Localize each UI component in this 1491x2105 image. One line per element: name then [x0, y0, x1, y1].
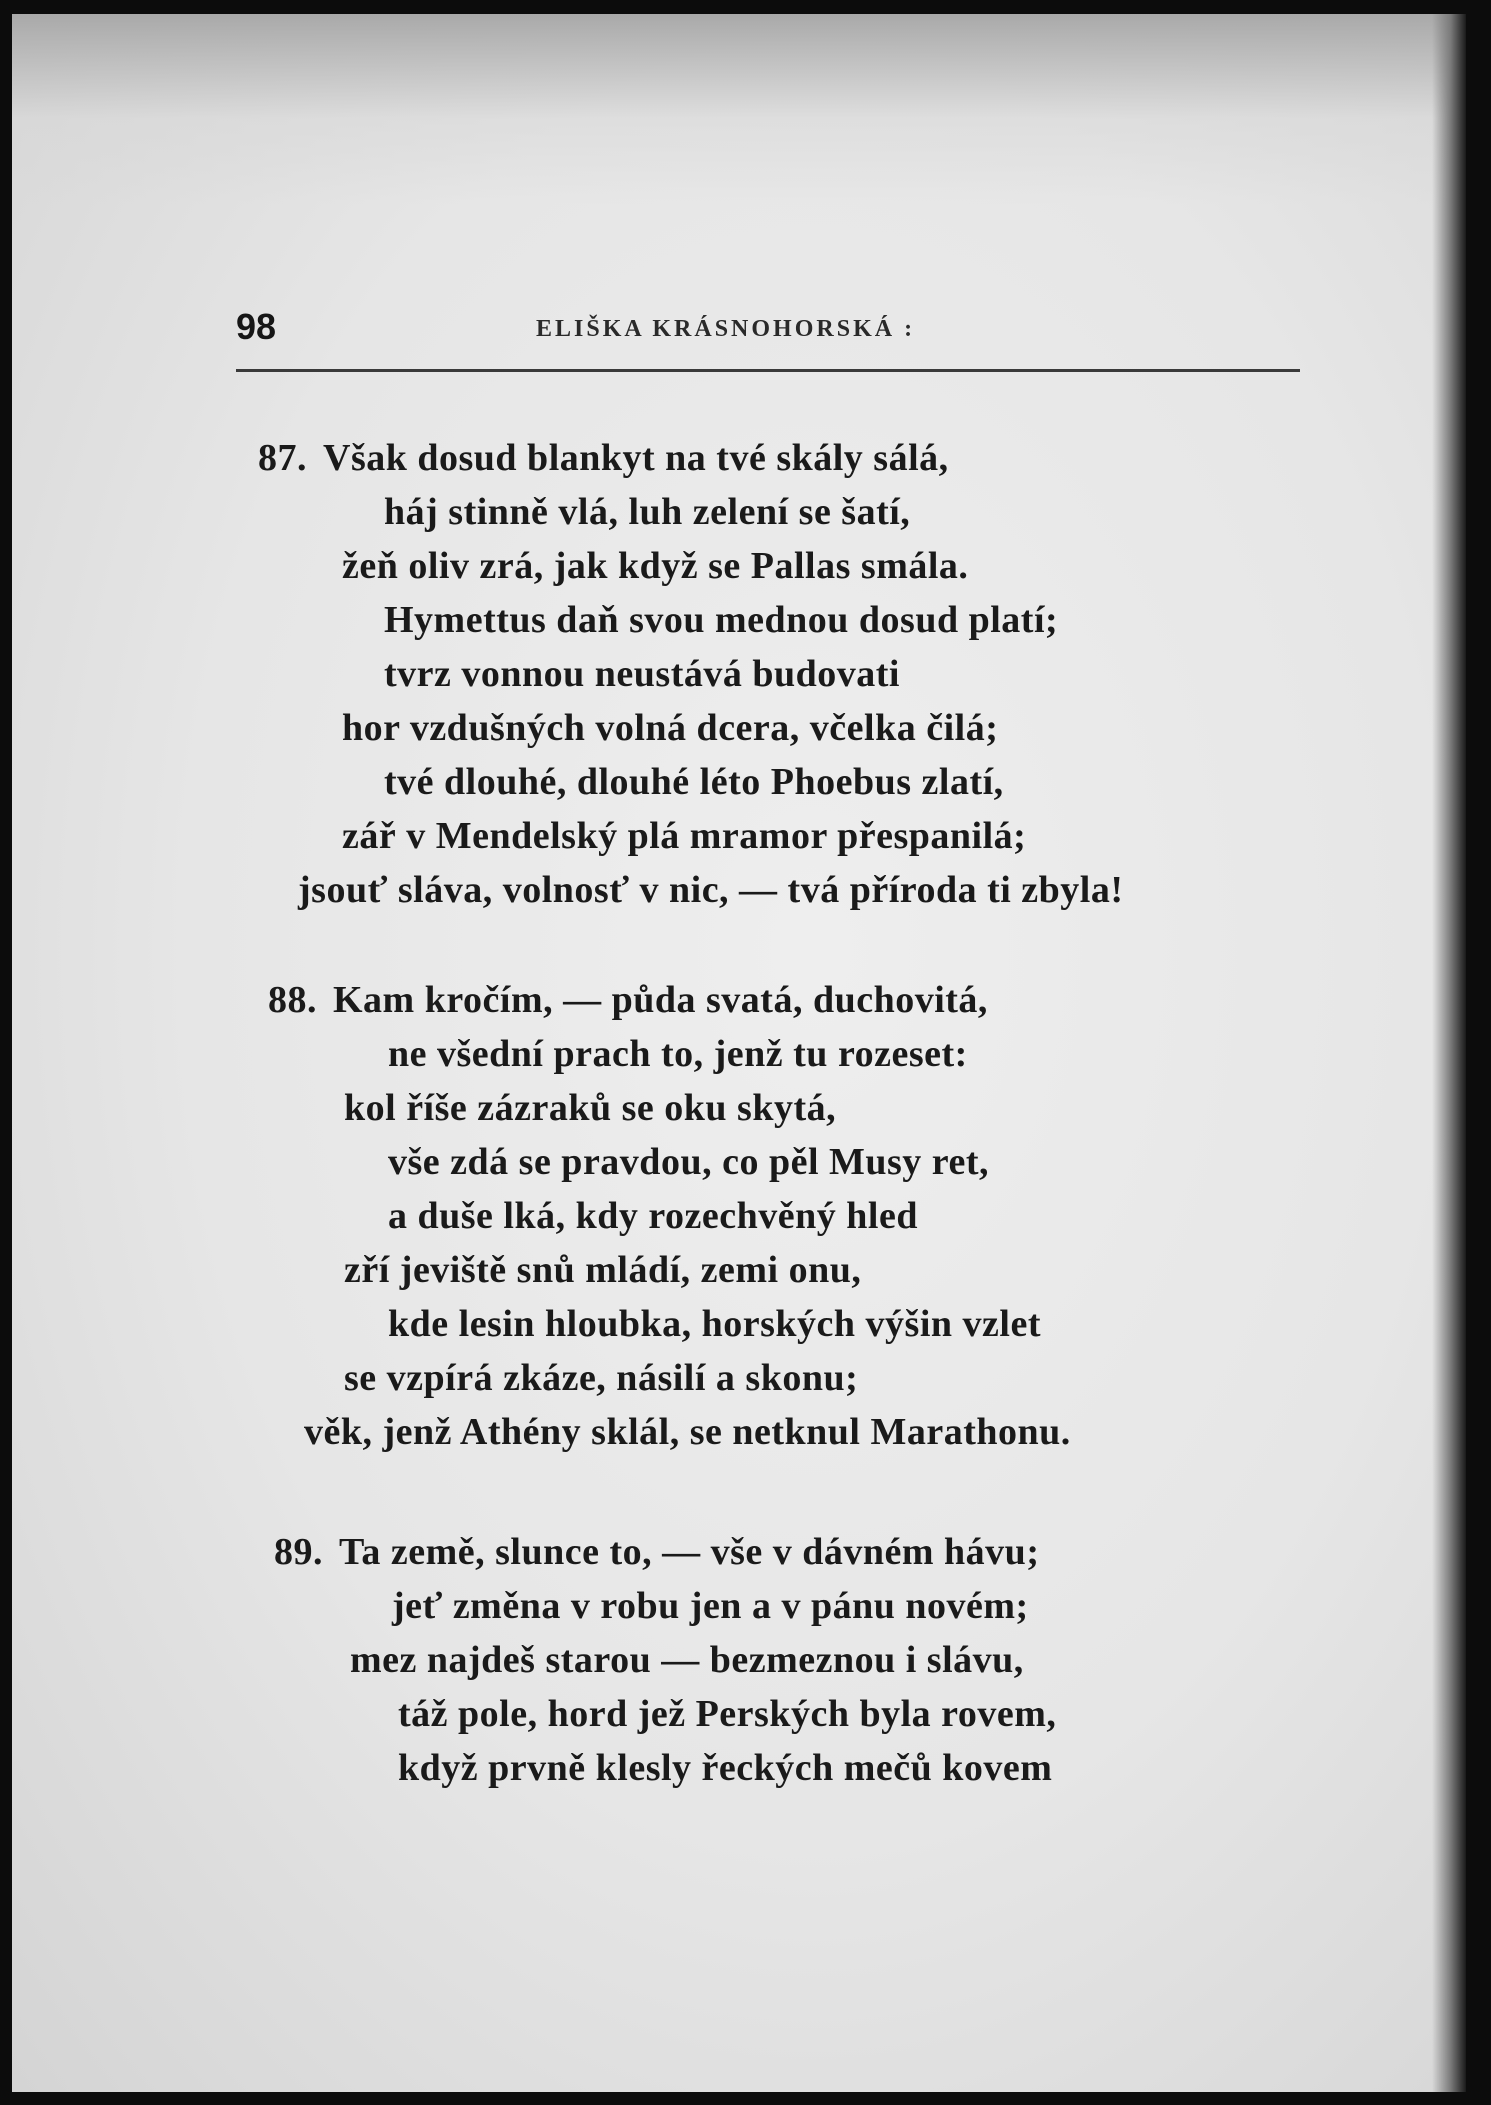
- verse-line: zří jeviště snů mládí, zemi onu,: [344, 1249, 862, 1291]
- verse-line: se vzpírá zkáze, násilí a skonu;: [344, 1357, 859, 1399]
- verse-line: 88. Kam kročím, — půda svatá, duchovitá,: [268, 979, 988, 1021]
- stanza-number: 89.: [274, 1531, 323, 1573]
- verse-line: vše zdá se pravdou, co pěl Musy ret,: [388, 1141, 989, 1183]
- verse-line: mez najdeš starou — bezmeznou i slávu,: [350, 1639, 1024, 1681]
- verse-line: jeť změna v robu jen a v pánu novém;: [392, 1585, 1029, 1627]
- header-rule: [236, 369, 1300, 372]
- verse-line: kde lesin hloubka, horských výšin vzlet: [388, 1303, 1041, 1345]
- verse-line: kol říše zázraků se oku skytá,: [344, 1087, 837, 1129]
- verse-line: ne všední prach to, jenž tu rozeset:: [388, 1033, 968, 1075]
- verse-line: jsouť sláva, volnosť v nic, — tvá příroda ti zbyla!: [298, 869, 1124, 911]
- verse-line: tvé dlouhé, dlouhé léto Phoebus zlatí,: [384, 761, 1004, 803]
- scan-shadow: [12, 14, 1466, 204]
- page-header: [236, 306, 1296, 356]
- page-number: 98: [236, 306, 277, 347]
- verse-line: když prvně klesly řeckých mečů kovem: [398, 1747, 1053, 1789]
- verse-line: a duše lká, kdy rozechvěný hled: [388, 1195, 918, 1237]
- stanza-number: 87.: [258, 437, 307, 479]
- verse-line: žeň oliv zrá, jak když se Pallas smála.: [342, 545, 969, 587]
- stanza-number: 88.: [268, 979, 317, 1021]
- verse-line: zář v Mendelský plá mramor přespanilá;: [342, 815, 1027, 857]
- verse-line: 87. Však dosud blankyt na tvé skály sálá,: [258, 437, 949, 479]
- verse-line: hor vzdušných volná dcera, včelka čilá;: [342, 707, 999, 749]
- running-head: ELIŠKA KRÁSNOHORSKÁ :: [536, 316, 916, 342]
- verse-line: Hymettus daň svou mednou dosud platí;: [384, 599, 1059, 641]
- verse-line: háj stinně vlá, luh zelení se šatí,: [384, 491, 911, 533]
- verse-line: táž pole, hord jež Perských byla rovem,: [398, 1693, 1057, 1735]
- verse-line: věk, jenž Athény sklál, se netknul Marathonu.: [304, 1411, 1071, 1453]
- verse-line: tvrz vonnou neustává budovati: [384, 653, 900, 695]
- page-edge-shadow: [1432, 14, 1466, 2092]
- verse-line: 89. Ta země, slunce to, — vše v dávném hávu;: [274, 1531, 1040, 1573]
